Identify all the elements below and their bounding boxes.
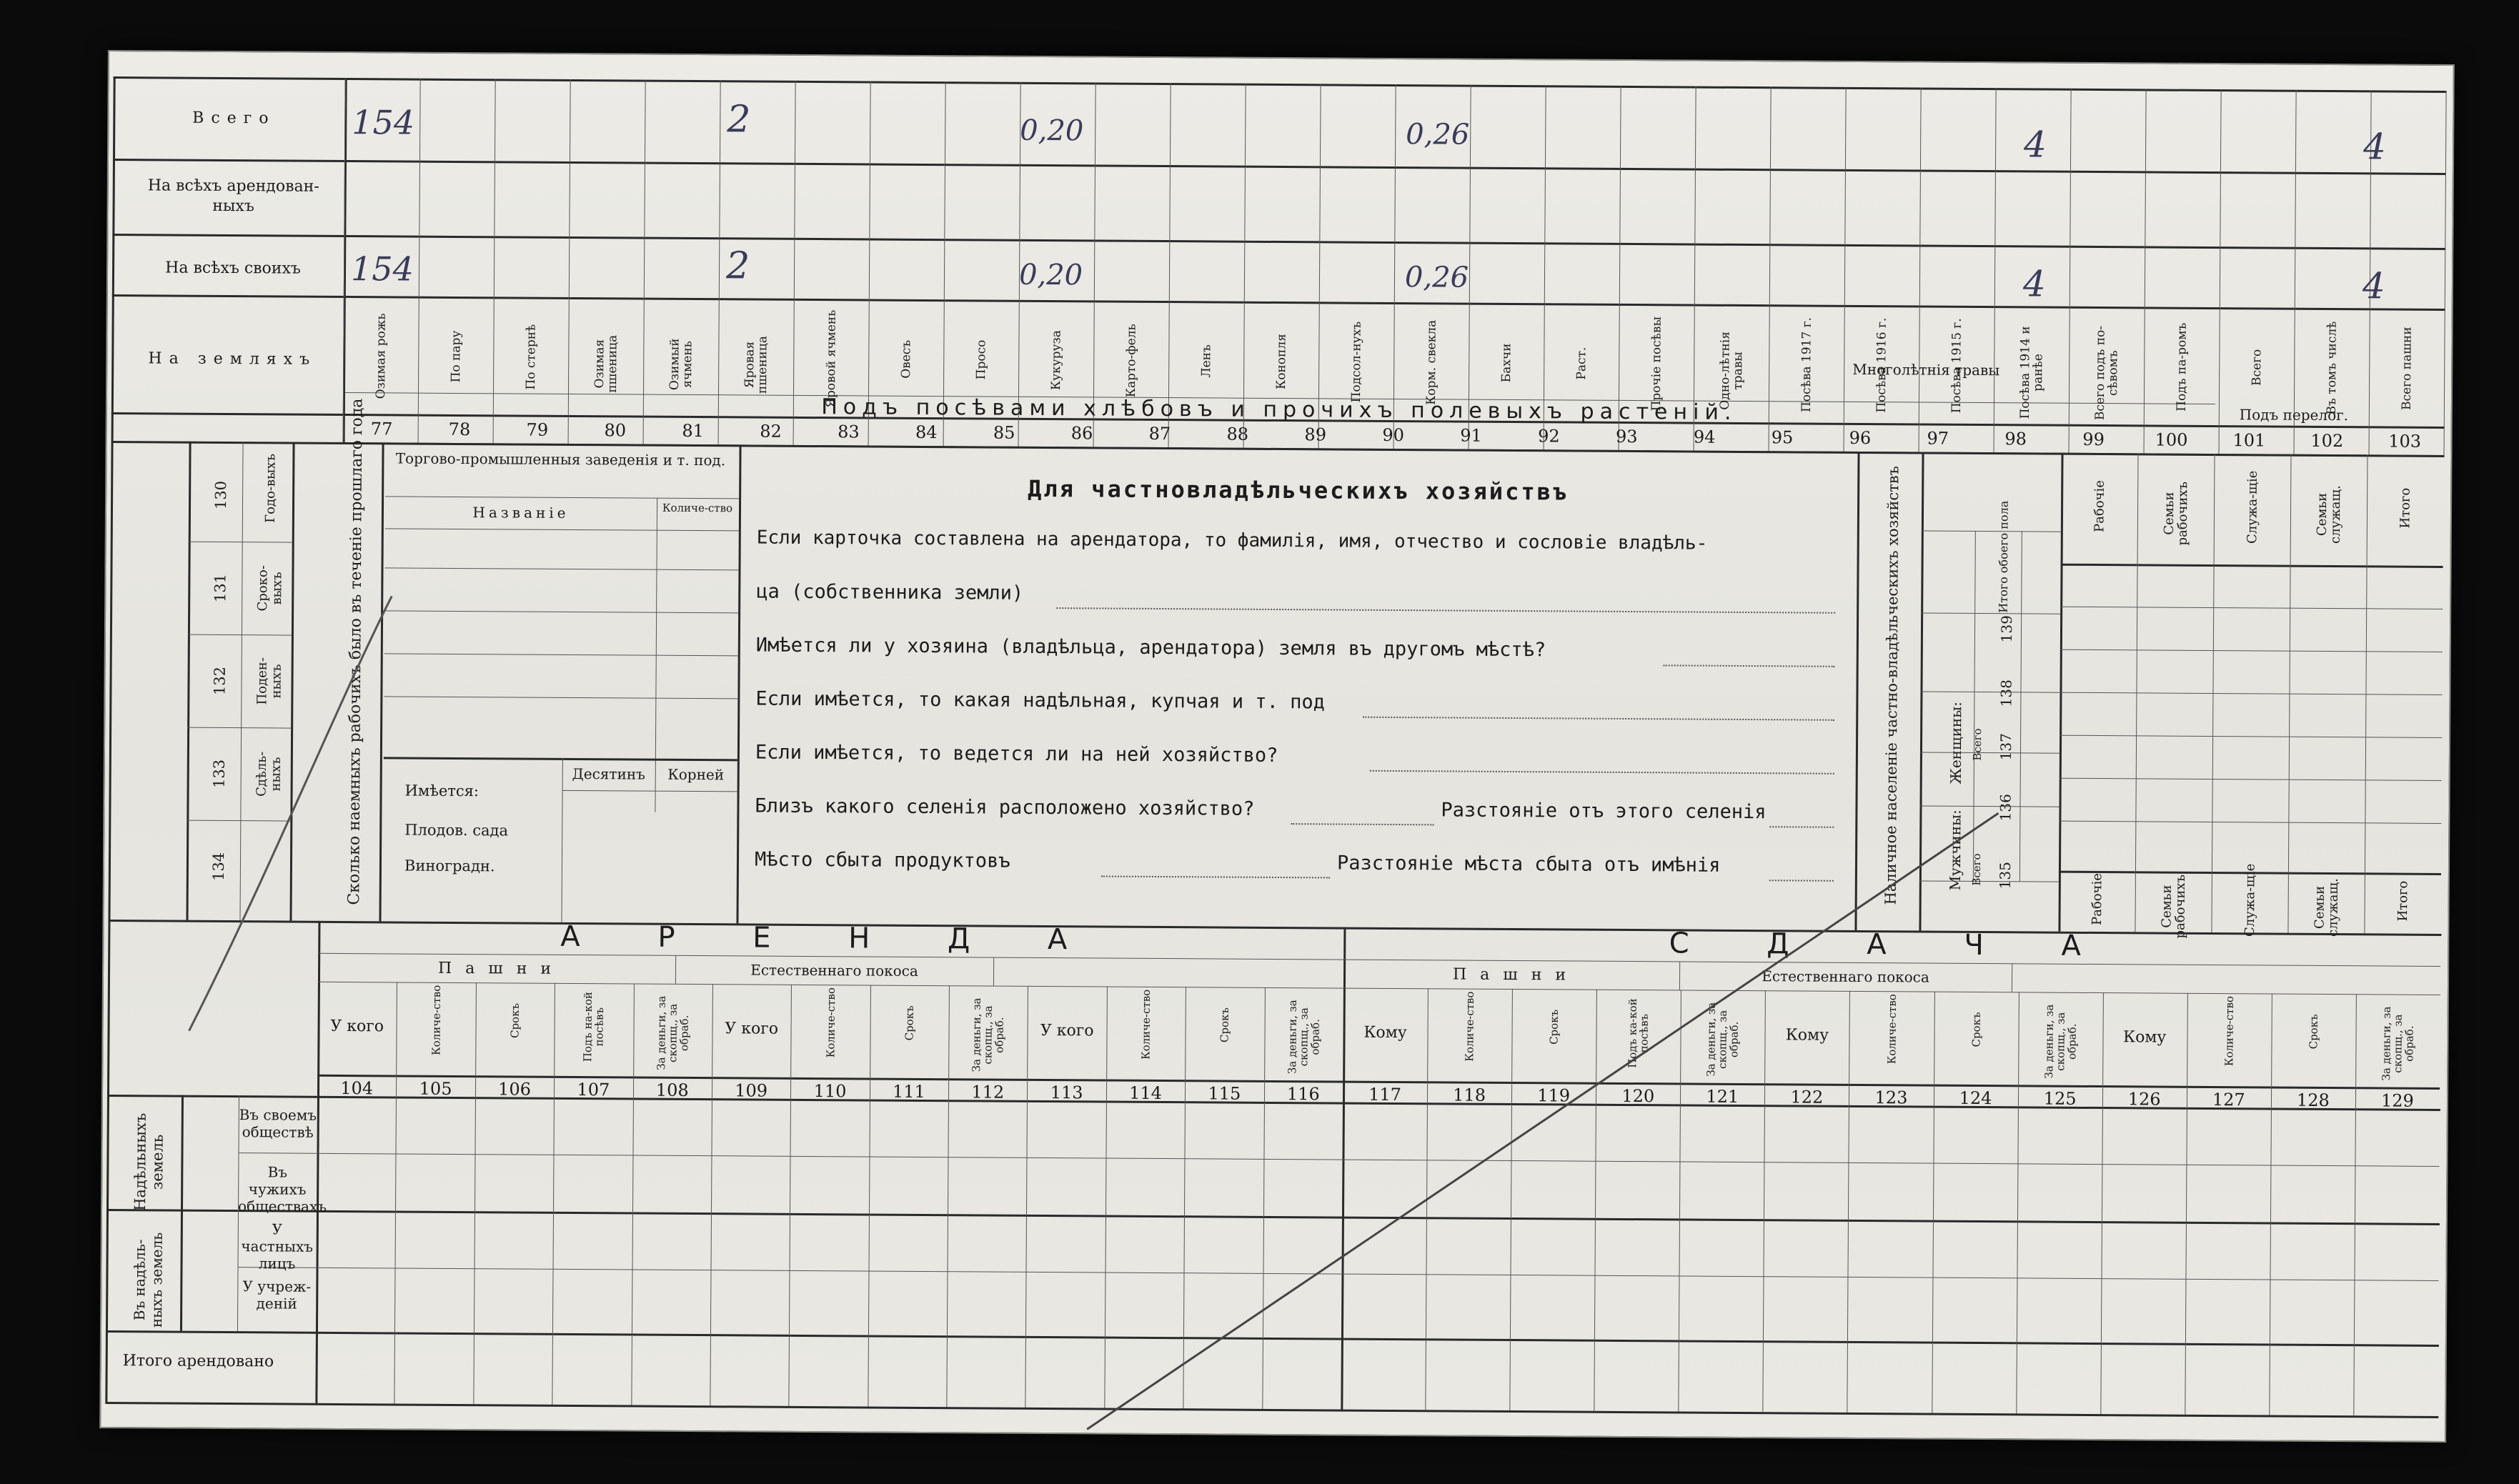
column-number: 101 bbox=[2232, 430, 2266, 451]
trade-title: Торгово-промышленныя заведенія и т. под. bbox=[395, 449, 726, 469]
q-other-land: Имѣется ли у хозяина (владѣльца, арендатора) земля въ другомъ мѣстѣ? bbox=[755, 634, 1546, 662]
column-number: 84 bbox=[915, 422, 938, 443]
women-total: Всего bbox=[1970, 728, 1984, 761]
column-number: 92 bbox=[1538, 426, 1560, 447]
q-owner-line1: Если карточка составлена на арендатора, то фамилія, имя, отчество и сословіе владѣль- bbox=[756, 527, 1708, 554]
column-number: 96 bbox=[1849, 427, 1872, 449]
column-number: 81 bbox=[682, 420, 705, 442]
row-institutions: У учреж-деній bbox=[242, 1278, 312, 1313]
row-label-leased-2: ныхъ bbox=[212, 196, 254, 216]
column-number: 119 bbox=[1537, 1085, 1571, 1106]
lease-arable: П а ш н и bbox=[437, 959, 556, 978]
col-num-135: 135 bbox=[1996, 862, 2014, 890]
lease-col-label: У кого bbox=[725, 1020, 779, 1038]
column-number: 88 bbox=[1226, 424, 1249, 444]
column-number: 82 bbox=[760, 421, 782, 442]
hand-total-86: 0,20 bbox=[1020, 114, 1084, 148]
population-caption: Наличное населеніе частно-владѣльческихъ хозяйствъ bbox=[1882, 465, 1902, 905]
lease-col-label: Кому bbox=[1785, 1026, 1829, 1045]
lease-col-label: Срокъ bbox=[508, 1002, 522, 1039]
land-label-vineyard: Виноградн. bbox=[404, 857, 495, 875]
women-label: Женщины: bbox=[1947, 701, 1965, 785]
pencil-stroke bbox=[101, 51, 2453, 1441]
rent-title: С Д А Ч А bbox=[1669, 927, 2116, 963]
column-number: 116 bbox=[1286, 1084, 1320, 1105]
column-number: 95 bbox=[1771, 427, 1794, 448]
crop-label: Просо bbox=[973, 339, 988, 380]
column-number: 78 bbox=[448, 419, 471, 440]
fallow-label: Подъ перелог. bbox=[2239, 406, 2349, 424]
crop-label: Озимая пшеница bbox=[592, 334, 620, 393]
crop-label: Карто-фель bbox=[1123, 324, 1139, 398]
lease-col-label: Подъ ка-кой посѣвъ bbox=[1626, 998, 1651, 1068]
lease-col-label: За деньги, за скопщ., за обраб. bbox=[1285, 1000, 1322, 1075]
row-label-total: Всего bbox=[192, 109, 276, 128]
column-number: 118 bbox=[1453, 1085, 1486, 1105]
column-number: 104 bbox=[340, 1078, 374, 1099]
crop-label: Озимая рожь bbox=[373, 313, 389, 399]
crop-label: Въ томъ числѣ bbox=[2324, 321, 2340, 415]
staff-col-label: Семьи рабочихъ bbox=[2158, 874, 2188, 939]
crop-label: По стернѣ bbox=[523, 324, 539, 390]
column-number: 120 bbox=[1621, 1085, 1655, 1107]
column-number: 107 bbox=[577, 1080, 610, 1100]
annual-col-label: Годо-выхъ bbox=[262, 453, 279, 523]
lease-col-label: Срокъ bbox=[1218, 1007, 1232, 1043]
lease-col-label: Срокъ bbox=[1547, 1009, 1561, 1045]
column-number: 102 bbox=[2310, 430, 2344, 452]
column-number: 99 bbox=[2082, 429, 2105, 450]
row-private: У частныхъ лицъ bbox=[241, 1220, 314, 1273]
crop-label: Корм. свекла bbox=[1424, 319, 1439, 405]
column-number: 109 bbox=[735, 1080, 768, 1101]
annual-col-label: Поден-ныхъ bbox=[254, 657, 284, 705]
crop-label: Кукуруза bbox=[1048, 329, 1064, 391]
land-col-dessiatines: Десятинъ bbox=[572, 765, 646, 783]
lease-col-label: У кого bbox=[1040, 1021, 1094, 1040]
lease-col-label: За деньги, за скопщ., за обраб. bbox=[2380, 1006, 2416, 1081]
col-num-138: 138 bbox=[1997, 679, 2015, 707]
column-number: 85 bbox=[993, 422, 1015, 443]
column-number: 94 bbox=[1693, 427, 1716, 447]
staff-col-label: Семьи служащ. bbox=[2311, 878, 2341, 937]
column-number: 127 bbox=[2212, 1090, 2245, 1110]
land-label-has: Имѣется: bbox=[404, 782, 480, 800]
column-number: 87 bbox=[1148, 423, 1171, 444]
lease-col-label: Количе-ство bbox=[1463, 991, 1477, 1062]
col-num-137: 137 bbox=[1997, 733, 2015, 761]
hand-own-103: 4 bbox=[2362, 265, 2385, 307]
crop-label: Всего подъ по-сѣвомъ bbox=[2092, 325, 2120, 421]
hired-caption: Сколько наемныхъ рабочихъ было въ теченіе прошлаго года bbox=[345, 398, 367, 905]
row-label-own: На всѣхъ своихъ bbox=[165, 259, 301, 278]
annual-col-number: 133 bbox=[210, 759, 228, 789]
q-owner-line2: ца (собственника земли) bbox=[756, 580, 1024, 604]
crop-label: Прочіе посѣвы bbox=[1649, 316, 1664, 412]
column-number: 108 bbox=[655, 1080, 689, 1100]
rent-meadow: Естественнаго покоса bbox=[1762, 967, 1929, 986]
col-num-136: 136 bbox=[1997, 794, 2014, 822]
annual-col-number: 131 bbox=[212, 573, 229, 603]
crop-label: Овесъ bbox=[898, 339, 913, 379]
staff-col-label: Рабочіе bbox=[2089, 873, 2105, 925]
column-number: 123 bbox=[1874, 1087, 1908, 1108]
lease-col-label: У кого bbox=[330, 1017, 384, 1036]
column-number: 124 bbox=[1959, 1087, 1992, 1109]
staff-col-label: Итого bbox=[2395, 880, 2410, 922]
column-number: 97 bbox=[1927, 428, 1949, 449]
row-total-leased: Итого арендовано bbox=[122, 1352, 274, 1371]
column-number: 126 bbox=[2127, 1089, 2161, 1110]
hand-own-86: 0,20 bbox=[1018, 258, 1083, 292]
total-both-sexes: Итого обоего пола bbox=[1996, 500, 2011, 613]
lease-meadow: Естественнаго покоса bbox=[750, 961, 918, 980]
annual-col-label: Сдѣль-ныхъ bbox=[254, 751, 284, 797]
perennial-grass-label: Многолѣтнія травы bbox=[1852, 360, 2000, 379]
q-near-village: Близъ какого селенія расположено хозяйство? bbox=[755, 795, 1255, 820]
column-number: 128 bbox=[2296, 1090, 2330, 1111]
lease-col-label: Кому bbox=[2123, 1028, 2167, 1047]
column-number: 110 bbox=[813, 1081, 847, 1102]
crop-label: Бахчи bbox=[1499, 343, 1514, 383]
row-label-lands: На земляхъ bbox=[148, 349, 317, 369]
column-number: 77 bbox=[370, 419, 393, 439]
hand-total-103: 4 bbox=[2363, 126, 2387, 168]
crop-label: Посѣва 1916 г. bbox=[1874, 317, 1889, 413]
men-label: Мужчины: bbox=[1946, 810, 1964, 891]
column-number: 129 bbox=[2380, 1090, 2414, 1111]
column-number: 86 bbox=[1070, 423, 1093, 444]
annual-col-number: 134 bbox=[209, 852, 228, 882]
col-num-139: 139 bbox=[1997, 615, 2016, 643]
lease-col-label: За деньги, за скопщ., за обраб. bbox=[970, 997, 1006, 1072]
staff-col-label: Семьи служащ. bbox=[2314, 485, 2343, 544]
column-number: 83 bbox=[838, 422, 860, 442]
lease-col-label: Количе-ство bbox=[429, 985, 443, 1055]
annual-col-number: 132 bbox=[211, 666, 229, 696]
hand-own-91: 0,26 bbox=[1404, 261, 1469, 294]
lease-col-label: Подъ на-кой посѣвъ bbox=[581, 992, 607, 1062]
lease-col-label: Срокъ bbox=[1969, 1012, 1983, 1047]
questionnaire-title: Для частновладѣльческихъ хозяйствъ bbox=[1028, 474, 1569, 506]
annual-col-number: 130 bbox=[212, 480, 230, 510]
trade-col-qty: Количе-ство bbox=[662, 501, 733, 515]
crop-label: Посѣва 1914 и ранѣе bbox=[2017, 326, 2045, 419]
column-number: 100 bbox=[2155, 429, 2188, 450]
q-distance-village: Разстояніе отъ этого селенія bbox=[1441, 799, 1767, 824]
column-number: 114 bbox=[1129, 1082, 1163, 1104]
trade-col-name: Названіе bbox=[472, 504, 570, 522]
column-number: 106 bbox=[498, 1079, 531, 1100]
hand-total-91: 0,26 bbox=[1406, 118, 1470, 151]
crop-label: Озимый ячмень bbox=[667, 338, 695, 391]
lease-col-label: За деньги, за скопщ., за обраб. bbox=[654, 995, 691, 1070]
staff-col-label: Рабочіе bbox=[2091, 480, 2107, 533]
q-land-type: Если имѣется, то какая надѣльная, купчая и т. под bbox=[755, 687, 1325, 714]
column-number: 80 bbox=[604, 420, 627, 441]
staff-col-label: Итого bbox=[2397, 487, 2413, 529]
row-other-communities: Въ чужихъ обществахъ bbox=[237, 1163, 327, 1215]
staff-col-label: Служа-щіе bbox=[2244, 470, 2260, 544]
hand-total-77: 154 bbox=[352, 103, 415, 142]
crop-header-caption: Подъ посѣвами хлѣбовъ и прочихъ полевыхъ растеній. bbox=[821, 394, 1737, 425]
column-number: 79 bbox=[526, 419, 549, 440]
hand-own-77: 154 bbox=[350, 249, 414, 289]
crop-label: Одно-лѣтнія травы bbox=[1717, 331, 1745, 410]
q-market-distance: Разстояніе мѣста сбыта отъ имѣнія bbox=[1336, 852, 1721, 877]
hand-total-99: 4 bbox=[2023, 124, 2047, 166]
hand-own-99: 4 bbox=[2022, 263, 2046, 305]
lease-col-label: За деньги, за скопщ., за обраб. bbox=[1704, 1002, 1742, 1077]
column-number: 98 bbox=[2004, 429, 2027, 449]
lease-col-label: Кому bbox=[1363, 1023, 1407, 1042]
column-number: 122 bbox=[1790, 1087, 1824, 1107]
men-total: Всего bbox=[1969, 853, 1984, 886]
q-market: Мѣсто сбыта продуктовъ bbox=[754, 848, 1010, 872]
crop-label: Раст. bbox=[1574, 347, 1589, 380]
column-number: 90 bbox=[1382, 424, 1404, 446]
column-number: 89 bbox=[1304, 424, 1327, 445]
land-col-roots: Корней bbox=[667, 765, 725, 784]
land-label-orchard: Плодов. сада bbox=[404, 821, 509, 840]
lease-col-label: Срокъ bbox=[2307, 1014, 2320, 1050]
hand-own-82: 2 bbox=[725, 244, 750, 288]
crop-label: Подсол-нухъ bbox=[1348, 321, 1364, 403]
crop-label: Яровой ячмень bbox=[823, 309, 839, 408]
q-farmed: Если имѣется, то ведется ли на ней хозяйство? bbox=[755, 741, 1278, 767]
lease-col-label: Количе-ство bbox=[2222, 995, 2236, 1067]
staff-col-label: Служа-щіе bbox=[2242, 863, 2258, 937]
column-number: 112 bbox=[971, 1082, 1005, 1102]
staff-col-label: Семьи рабочихъ bbox=[2161, 481, 2190, 546]
census-card bbox=[99, 50, 2455, 1443]
crop-label: По пару bbox=[448, 330, 464, 383]
lease-title: А Р Е Н Д А bbox=[560, 920, 1102, 957]
column-number: 113 bbox=[1050, 1082, 1083, 1103]
lease-col-label: Количе-ство bbox=[1139, 989, 1153, 1060]
column-number: 125 bbox=[2043, 1088, 2077, 1109]
hand-total-82: 2 bbox=[727, 98, 751, 141]
group-allotment: Надѣльныхъ земель bbox=[131, 1112, 167, 1211]
lease-col-label: Количе-ство bbox=[823, 987, 838, 1058]
crop-label: Ленъ bbox=[1198, 344, 1213, 378]
lease-col-label: Количе-ство bbox=[1884, 994, 1899, 1065]
lease-col-label: За деньги, за скопщ., за обраб. bbox=[2042, 1004, 2079, 1079]
column-number: 117 bbox=[1368, 1084, 1402, 1105]
rent-arable: П а ш н и bbox=[1452, 965, 1571, 985]
column-number: 115 bbox=[1208, 1083, 1241, 1104]
crop-label: Посѣва 1917 г. bbox=[1799, 317, 1814, 413]
group-non-allotment: Въ надѣль-ныхъ земель bbox=[131, 1232, 166, 1328]
column-number: 105 bbox=[419, 1078, 452, 1099]
row-label-leased: На всѣхъ арендован- bbox=[147, 176, 319, 196]
column-number: 111 bbox=[892, 1081, 925, 1102]
crop-label: Подъ па-ромъ bbox=[2174, 322, 2190, 412]
crop-label: Всего bbox=[2249, 349, 2264, 387]
column-number: 91 bbox=[1460, 425, 1482, 446]
row-own-community: Въ своемъ обществѣ bbox=[239, 1106, 317, 1141]
crop-label: Конопля bbox=[1273, 334, 1289, 389]
column-number: 103 bbox=[2388, 431, 2422, 452]
annual-col-label: Сроко-выхъ bbox=[255, 565, 285, 612]
column-number: 93 bbox=[1615, 426, 1638, 447]
column-number: 121 bbox=[1706, 1086, 1739, 1107]
crop-label: Всего пашни bbox=[2399, 327, 2415, 410]
crop-label: Посѣва 1915 г. bbox=[1949, 318, 1964, 414]
crop-label: Яровая пшеница bbox=[742, 336, 770, 394]
lease-col-label: Срокъ bbox=[903, 1005, 916, 1041]
